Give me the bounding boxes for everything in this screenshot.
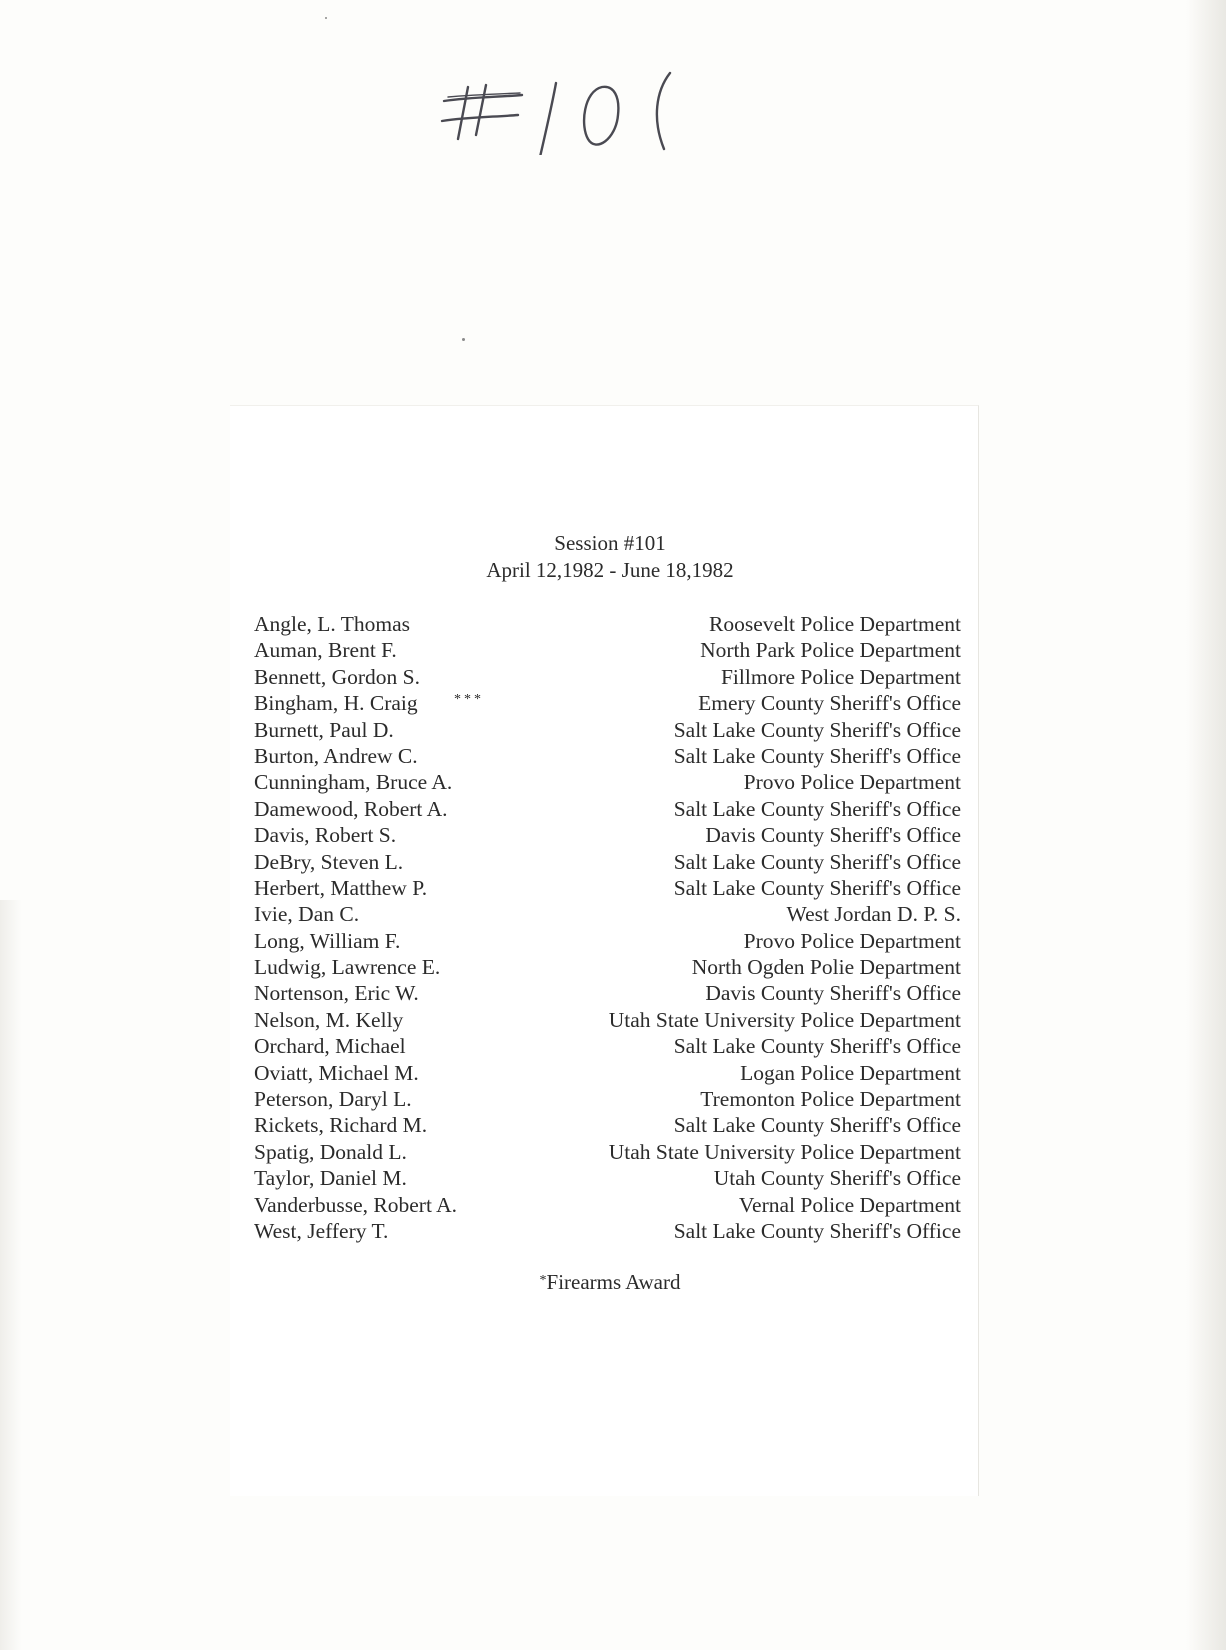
roster-row — [254, 980, 961, 1006]
roster-row — [254, 1218, 961, 1244]
graduate-name: West, Jeffery T. — [254, 1218, 389, 1243]
graduate-agency: Provo Police Department — [743, 770, 961, 795]
roster-row — [254, 664, 961, 690]
page-edge-shadow — [1186, 0, 1226, 1650]
graduate-name: Orchard, Michael — [254, 1034, 406, 1059]
graduate-agency: Salt Lake County Sheriff's Office — [673, 1113, 961, 1138]
graduate-name: Oviatt, Michael M. — [254, 1060, 419, 1085]
graduate-name: Ivie, Dan C. — [254, 902, 360, 927]
footnote-symbol: * — [539, 1273, 547, 1288]
footnote-text: Firearms Award — [546, 1270, 681, 1294]
graduate-name: Long, William F. — [254, 928, 401, 953]
graduate-name: Vanderbusse, Robert A. — [254, 1192, 458, 1217]
roster-row — [254, 928, 961, 954]
graduate-agency: Salt Lake County Sheriff's Office — [673, 717, 961, 742]
graduate-name: Burton, Andrew C. — [254, 743, 418, 768]
graduate-name: Bennett, Gordon S. — [254, 664, 421, 689]
graduate-agency: Provo Police Department — [743, 928, 961, 953]
roster-row — [254, 1033, 961, 1059]
roster-row — [254, 637, 961, 663]
graduate-agency: Salt Lake County Sheriff's Office — [673, 849, 961, 874]
graduate-agency: Emery County Sheriff's Office — [698, 691, 961, 716]
roster-row — [254, 769, 961, 795]
roster-row — [254, 954, 961, 980]
graduate-agency: Salt Lake County Sheriff's Office — [673, 796, 961, 821]
graduate-agency: Davis County Sheriff's Office — [705, 981, 961, 1006]
paper-speck — [325, 17, 327, 19]
graduate-agency: Utah County Sheriff's Office — [713, 1166, 961, 1191]
graduate-agency: Salt Lake County Sheriff's Office — [673, 743, 961, 768]
graduate-name: Spatig, Donald L. — [254, 1139, 407, 1164]
graduate-agency: West Jordan D. P. S. — [786, 902, 961, 927]
graduate-agency: Roosevelt Police Department — [709, 612, 961, 636]
roster-row — [254, 1139, 961, 1165]
graduate-agency: Salt Lake County Sheriff's Office — [673, 875, 961, 900]
roster-row — [254, 1192, 961, 1218]
roster-row — [254, 1112, 961, 1138]
graduate-agency: Utah State University Police Department — [608, 1007, 961, 1032]
session-header — [400, 530, 820, 584]
graduate-name: Cunningham, Bruce A. — [254, 770, 453, 795]
session-dates: April 12,1982 - June 18,1982 — [486, 558, 734, 582]
roster-row — [254, 1007, 961, 1033]
roster-row — [254, 717, 961, 743]
graduate-name: Damewood, Robert A. — [254, 796, 448, 821]
graduate-name: Angle, L. Thomas — [254, 612, 411, 636]
roster-row — [254, 1086, 961, 1112]
graduate-agency: Logan Police Department — [740, 1060, 961, 1085]
graduate-agency: Davis County Sheriff's Office — [705, 823, 961, 848]
footnote — [400, 1270, 820, 1295]
graduate-name: DeBry, Steven L. — [254, 849, 404, 874]
roster-row — [254, 1060, 961, 1086]
roster-row — [254, 690, 961, 716]
graduate-agency: North Park Police Department — [700, 638, 961, 663]
graduate-agency: Fillmore Police Department — [720, 664, 961, 689]
graduate-agency: Salt Lake County Sheriff's Office — [673, 1034, 961, 1059]
graduate-name: Bingham, H. Craig — [254, 691, 418, 716]
graduate-agency: Utah State University Police Department — [608, 1139, 961, 1164]
graduate-name: Rickets, Richard M. — [254, 1113, 428, 1138]
graduate-agency: North Ogden Polie Department — [691, 955, 961, 980]
roster-row — [254, 1165, 961, 1191]
paper-speck — [462, 338, 465, 341]
graduate-name: Taylor, Daniel M. — [254, 1166, 407, 1191]
graduate-name: Peterson, Daryl L. — [254, 1087, 412, 1112]
graduate-name: Nortenson, Eric W. — [254, 981, 419, 1006]
graduate-name: Burnett, Paul D. — [254, 717, 394, 742]
roster-row — [254, 875, 961, 901]
roster-row — [254, 849, 961, 875]
graduate-name: Ludwig, Lawrence E. — [254, 955, 441, 980]
session-title: Session #101 — [554, 531, 666, 555]
page-edge-shadow-left — [0, 900, 22, 1650]
graduate-agency: Vernal Police Department — [738, 1192, 961, 1217]
roster-row — [254, 822, 961, 848]
graduate-name: Auman, Brent F. — [254, 638, 397, 663]
graduate-name: Davis, Robert S. — [254, 823, 397, 848]
graduate-name: Nelson, M. Kelly — [254, 1007, 404, 1032]
graduate-agency: Tremonton Police Department — [700, 1087, 961, 1112]
handwritten-session-number — [430, 35, 710, 155]
graduate-agency: Salt Lake County Sheriff's Office — [673, 1218, 961, 1243]
award-mark: *** — [454, 692, 484, 708]
roster-row — [254, 611, 961, 637]
graduate-roster — [254, 611, 961, 1244]
graduate-name: Herbert, Matthew P. — [254, 875, 428, 900]
roster-row — [254, 743, 961, 769]
handwritten-number-drawing — [430, 35, 710, 155]
roster-row — [254, 796, 961, 822]
roster-row — [254, 901, 961, 927]
